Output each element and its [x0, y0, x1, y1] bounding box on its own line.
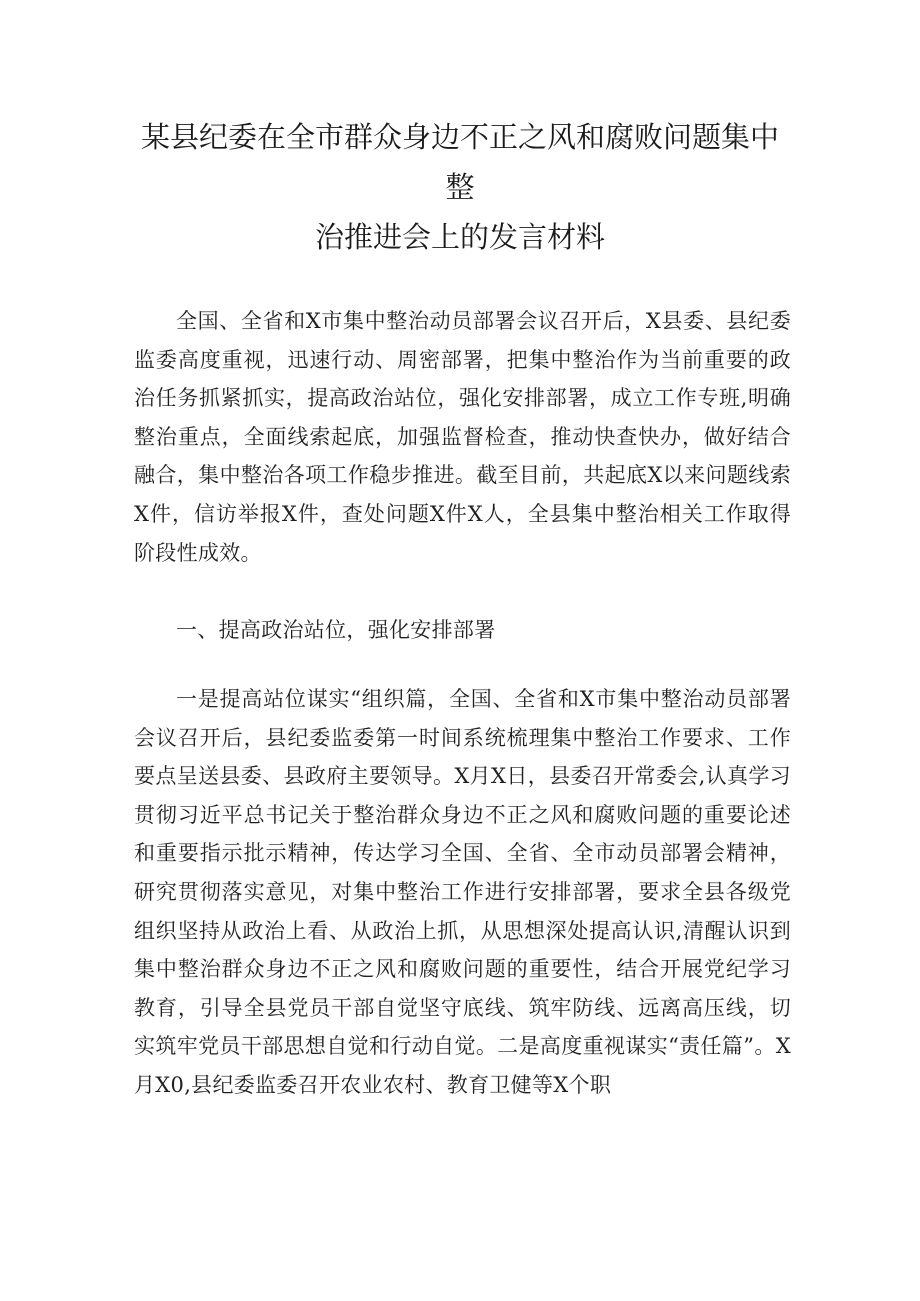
body-paragraph: 一是提高站位谋实“组织篇，全国、全省和X市集中整治动员部署会议召开后，县纪委监委第一时间系统梳理集中整治工作要求、工作要点呈送县委、县政府主要领导。X月X日，县委召开常委会,认真学习贯彻习近平总书记关于整治群众身边不正之风和腐败问题的重要论述和重要指示批示精神，传达学习全国、全省、全市动员部署会精神，研究贯彻落实意见，对集中整治工作进行安排部署，要求全县各级党组织坚持从政治上看、从政治上抓，从思想深处提高认识,清醒认识到集中整治群众身边不正之风和腐败问题的重要性，结合开展党纪学习教育，引导全县党员干部自觉坚守底线、筑牢防线、远离高压线，切实筑牢党员干部思想自觉和行动自觉。二是高度重视谋实“责任篇”。X月X0,县纪委监委召开农业农村、教育卫健等X个职: [134, 687, 791, 1097]
document-title: 某县纪委在全市群众身边不正之风和腐败问题集中整 治推进会上的发言材料: [140, 120, 779, 254]
body-paragraph: 全国、全省和X市集中整治动员部署会议召开后，X县委、县纪委监委高度重视，迅速行动、周密部署，把集中整治作为当前重要的政治任务抓紧抓实，提高政治站位，强化安排部署，成立工作专班,明确整治重点，全面线索起底，加强监督检查，推动快查快办，做好结合融合，集中整治各项工作稳步推进。截至目前，共起底X以来问题线索X件，信访举报X件，查处问题X件X人，全县集中整治相关工作取得阶段性成效。: [134, 309, 791, 565]
section-heading: 一、提高政治站位，强化安排部署: [176, 618, 496, 642]
